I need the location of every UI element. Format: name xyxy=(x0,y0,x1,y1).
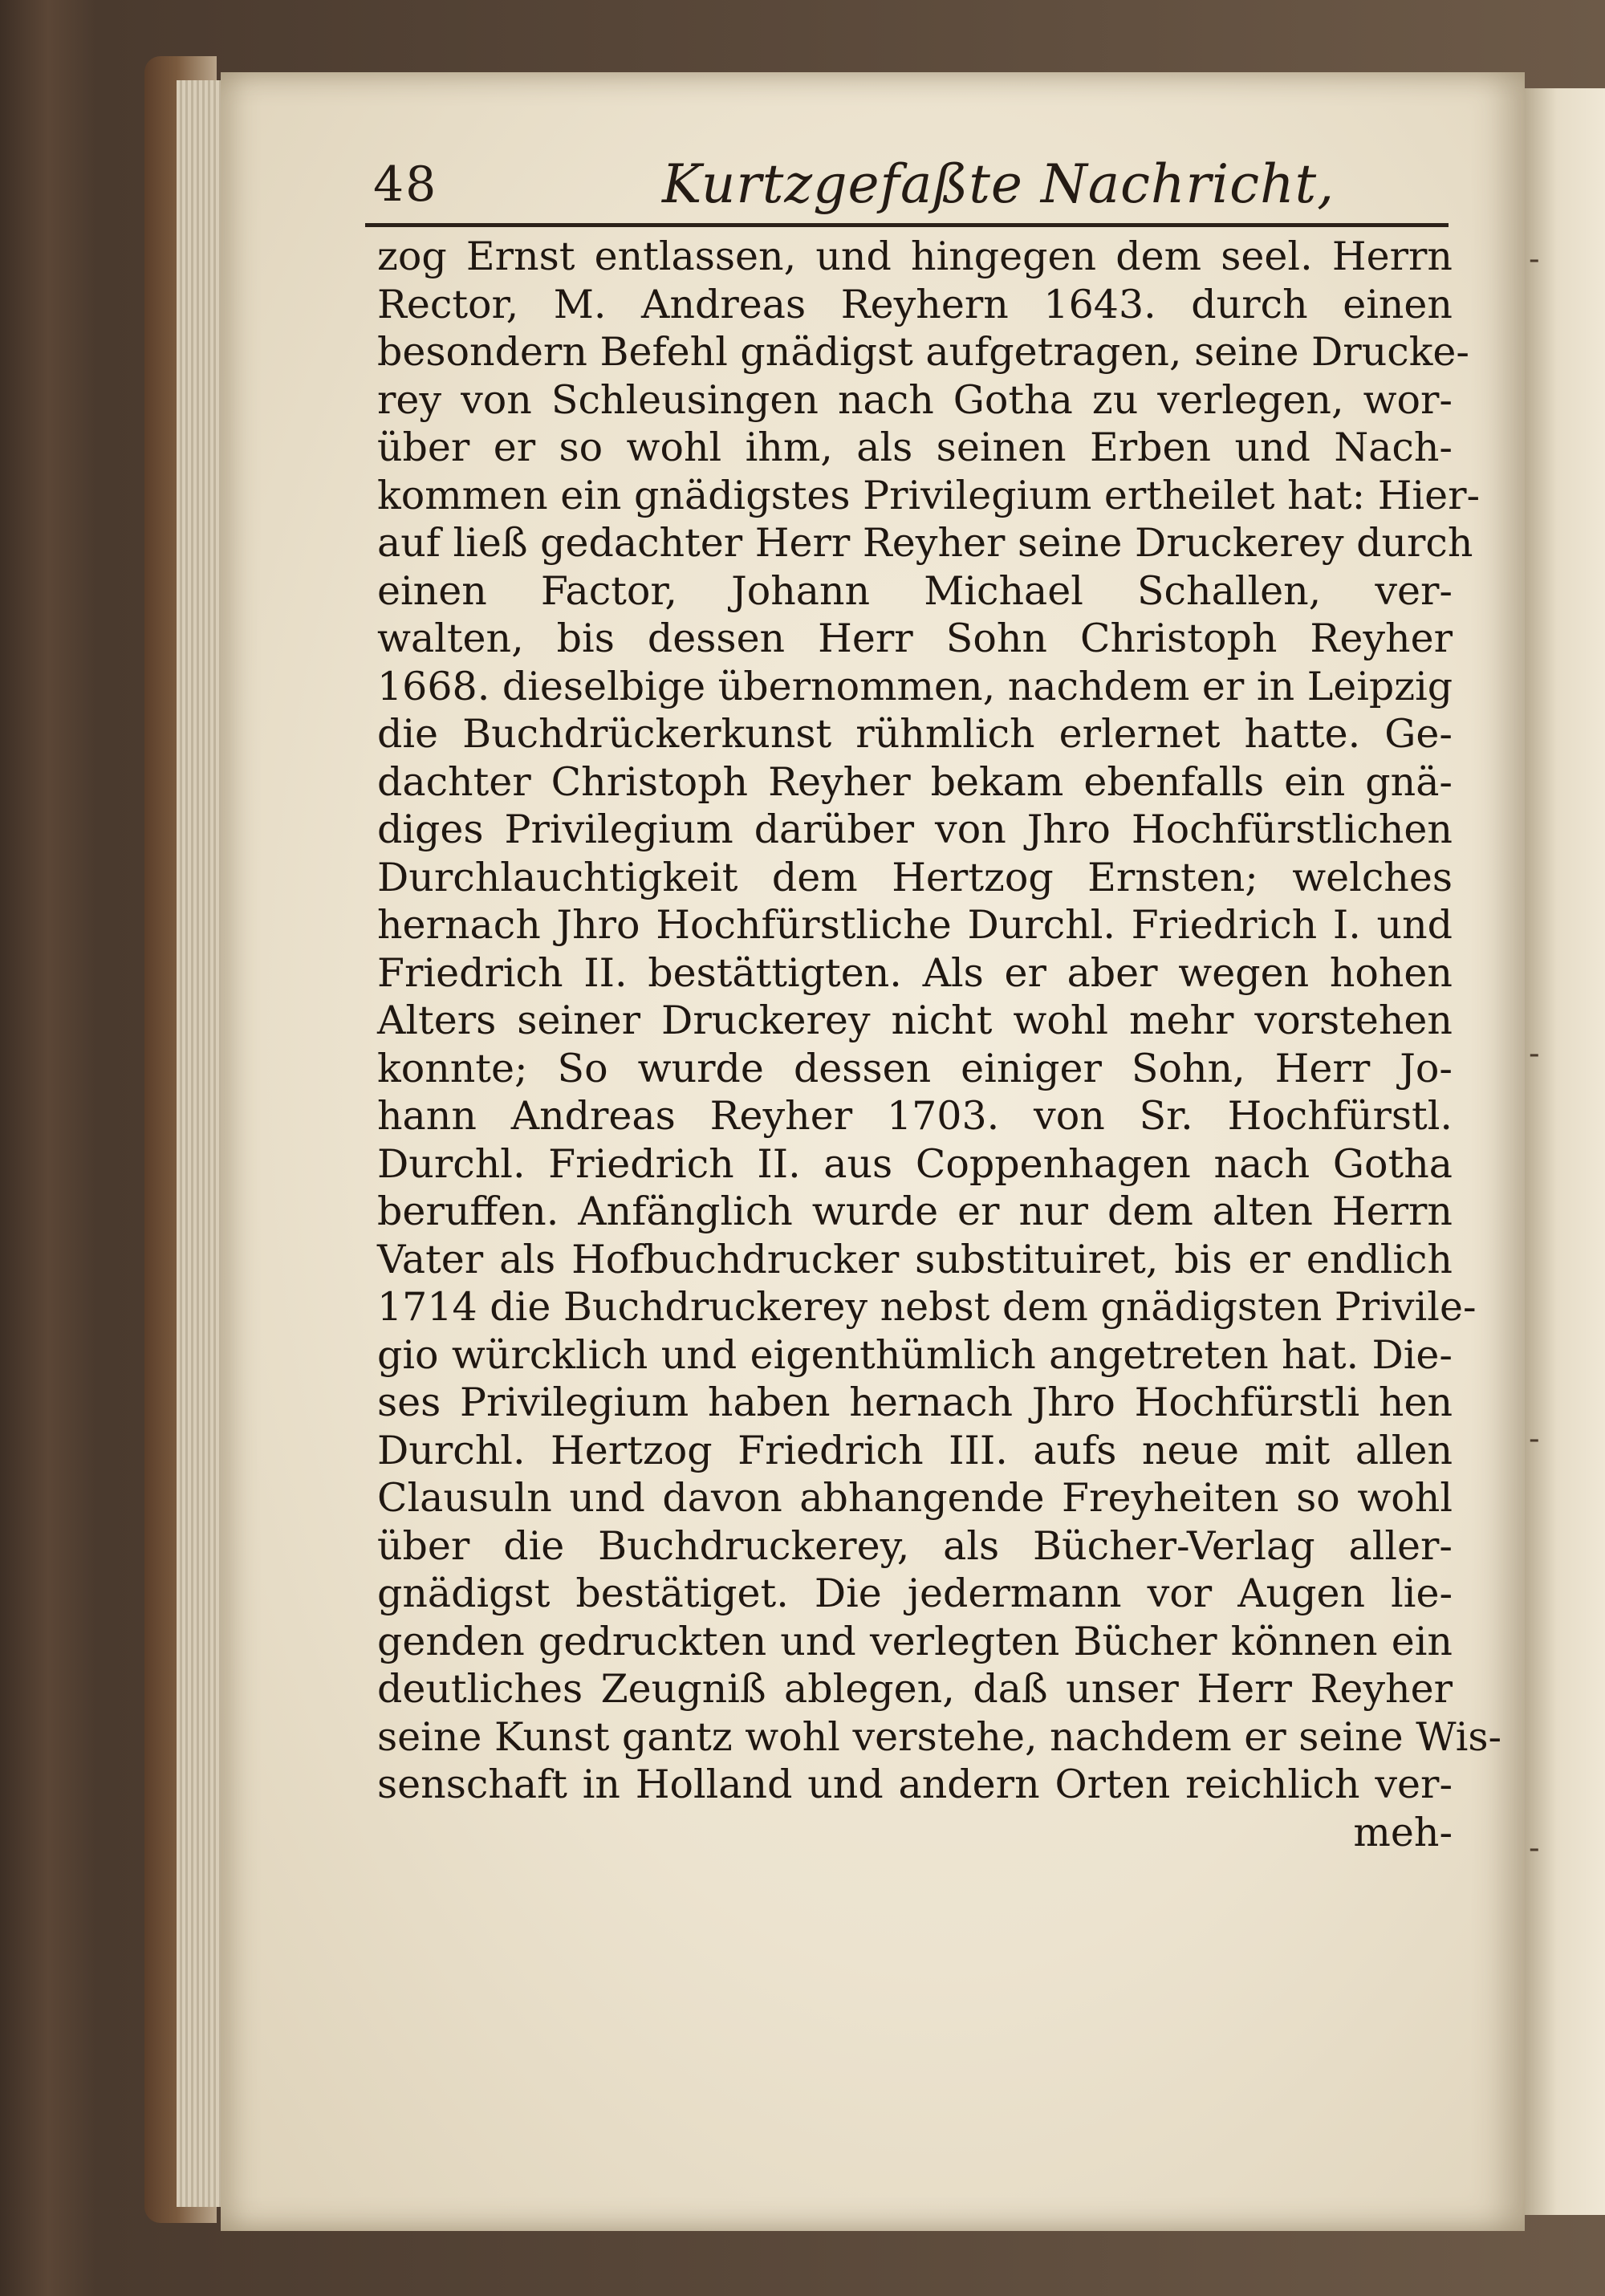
text-line: zog Ernst entlassen, und hingegen dem seel. Herrn xyxy=(377,234,1453,279)
text-line: konnte; So wurde dessen einiger Sohn, Herr Jo- xyxy=(377,1045,1453,1091)
text-line: deutliches Zeugniß ablegen, daß unser Herr Reyher xyxy=(377,1666,1453,1712)
text-line: seine Kunst gantz wohl verstehe, nachdem er seine Wis- xyxy=(377,1713,1502,1760)
text-line: rey von Schleusingen nach Gotha zu verlegen, wor- xyxy=(377,376,1453,423)
text-line: ses Privilegium haben hernach Jhro Hochfürstli hen xyxy=(377,1380,1453,1425)
text-line: 1714 die Buchdruckerey nebst dem gnädigsten Privile- xyxy=(377,1284,1477,1330)
text-line: Vater als Hofbuchdrucker substituiret, bis er endlich xyxy=(377,1236,1453,1282)
text-line: Durchl. Friedrich II. aus Coppenhagen nach Gotha xyxy=(377,1140,1453,1187)
header-rule xyxy=(365,223,1449,227)
margin-mark: - xyxy=(1529,1420,1540,1457)
text-line: hann Andreas Reyher 1703. von Sr. Hochfürstl. xyxy=(377,1093,1453,1139)
text-line: genden gedruckten und verlegten Bücher können ein xyxy=(377,1618,1453,1664)
text-line: beruffen. Anfänglich wurde er nur dem alten Herrn xyxy=(377,1189,1453,1234)
text-line: kommen ein gnädigstes Privilegium ertheilet hat: Hier- xyxy=(377,472,1481,518)
running-head: Kurtzgefaßte Nachricht, xyxy=(662,153,1335,215)
page-number: 48 xyxy=(373,156,438,213)
facing-page-edge xyxy=(1525,88,1605,2215)
text-line: Durchlauchtigkeit dem Hertzog Ernsten; welches xyxy=(377,854,1453,900)
text-line: dachter Christoph Reyher bekam ebenfalls ein gnä- xyxy=(377,758,1453,805)
margin-mark: - xyxy=(1529,1035,1540,1072)
text-line: über die Buchdruckerey, als Bücher-Verlag aller- xyxy=(377,1522,1453,1569)
text-line: die Buchdrückerkunst rühmlich erlernet hatte. Ge- xyxy=(377,711,1453,757)
text-line: Clausuln und davon abhangende Freyheiten so wohl xyxy=(377,1475,1453,1521)
text-line: einen Factor, Johann Michael Schallen, ver- xyxy=(377,567,1453,614)
text-line: besondern Befehl gnädigst aufgetragen, seine Drucke- xyxy=(377,329,1469,375)
text-line: senschaft in Holland und andern Orten reichlich ver- xyxy=(377,1762,1453,1807)
text-line: Durchl. Hertzog Friedrich III. aufs neue mit allen xyxy=(377,1427,1453,1473)
text-line: Friedrich II. bestättigten. Als er aber wegen hohen xyxy=(377,949,1453,996)
text-line: meh- xyxy=(1353,1809,1453,1855)
text-line: hernach Jhro Hochfürstliche Durchl. Friedrich I. und xyxy=(377,902,1453,948)
body-text xyxy=(377,233,1502,1856)
text-line: diges Privilegium darüber von Jhro Hochfürstlichen xyxy=(377,807,1453,852)
text-line: Rector, M. Andreas Reyhern 1643. durch einen xyxy=(377,281,1453,327)
margin-mark: - xyxy=(1529,241,1540,278)
text-line: 1668. dieselbige übernommen, nachdem er in Leipzig xyxy=(377,663,1453,709)
text-line: auf ließ gedachter Herr Reyher seine Druckerey durch xyxy=(377,520,1473,566)
text-line: gio würcklich und eigenthümlich angetreten hat. Die- xyxy=(377,1331,1453,1378)
page-header xyxy=(365,148,1453,221)
margin-mark: - xyxy=(1529,1830,1540,1867)
text-line: gnädigst bestätiget. Die jedermann vor Augen lie- xyxy=(377,1571,1453,1616)
text-line: über er so wohl ihm, als seinen Erben und Nach- xyxy=(377,425,1453,470)
text-line: walten, bis dessen Herr Sohn Christoph Reyher xyxy=(377,616,1453,661)
text-line: Alters seiner Druckerey nicht wohl mehr vorstehen xyxy=(377,998,1453,1043)
